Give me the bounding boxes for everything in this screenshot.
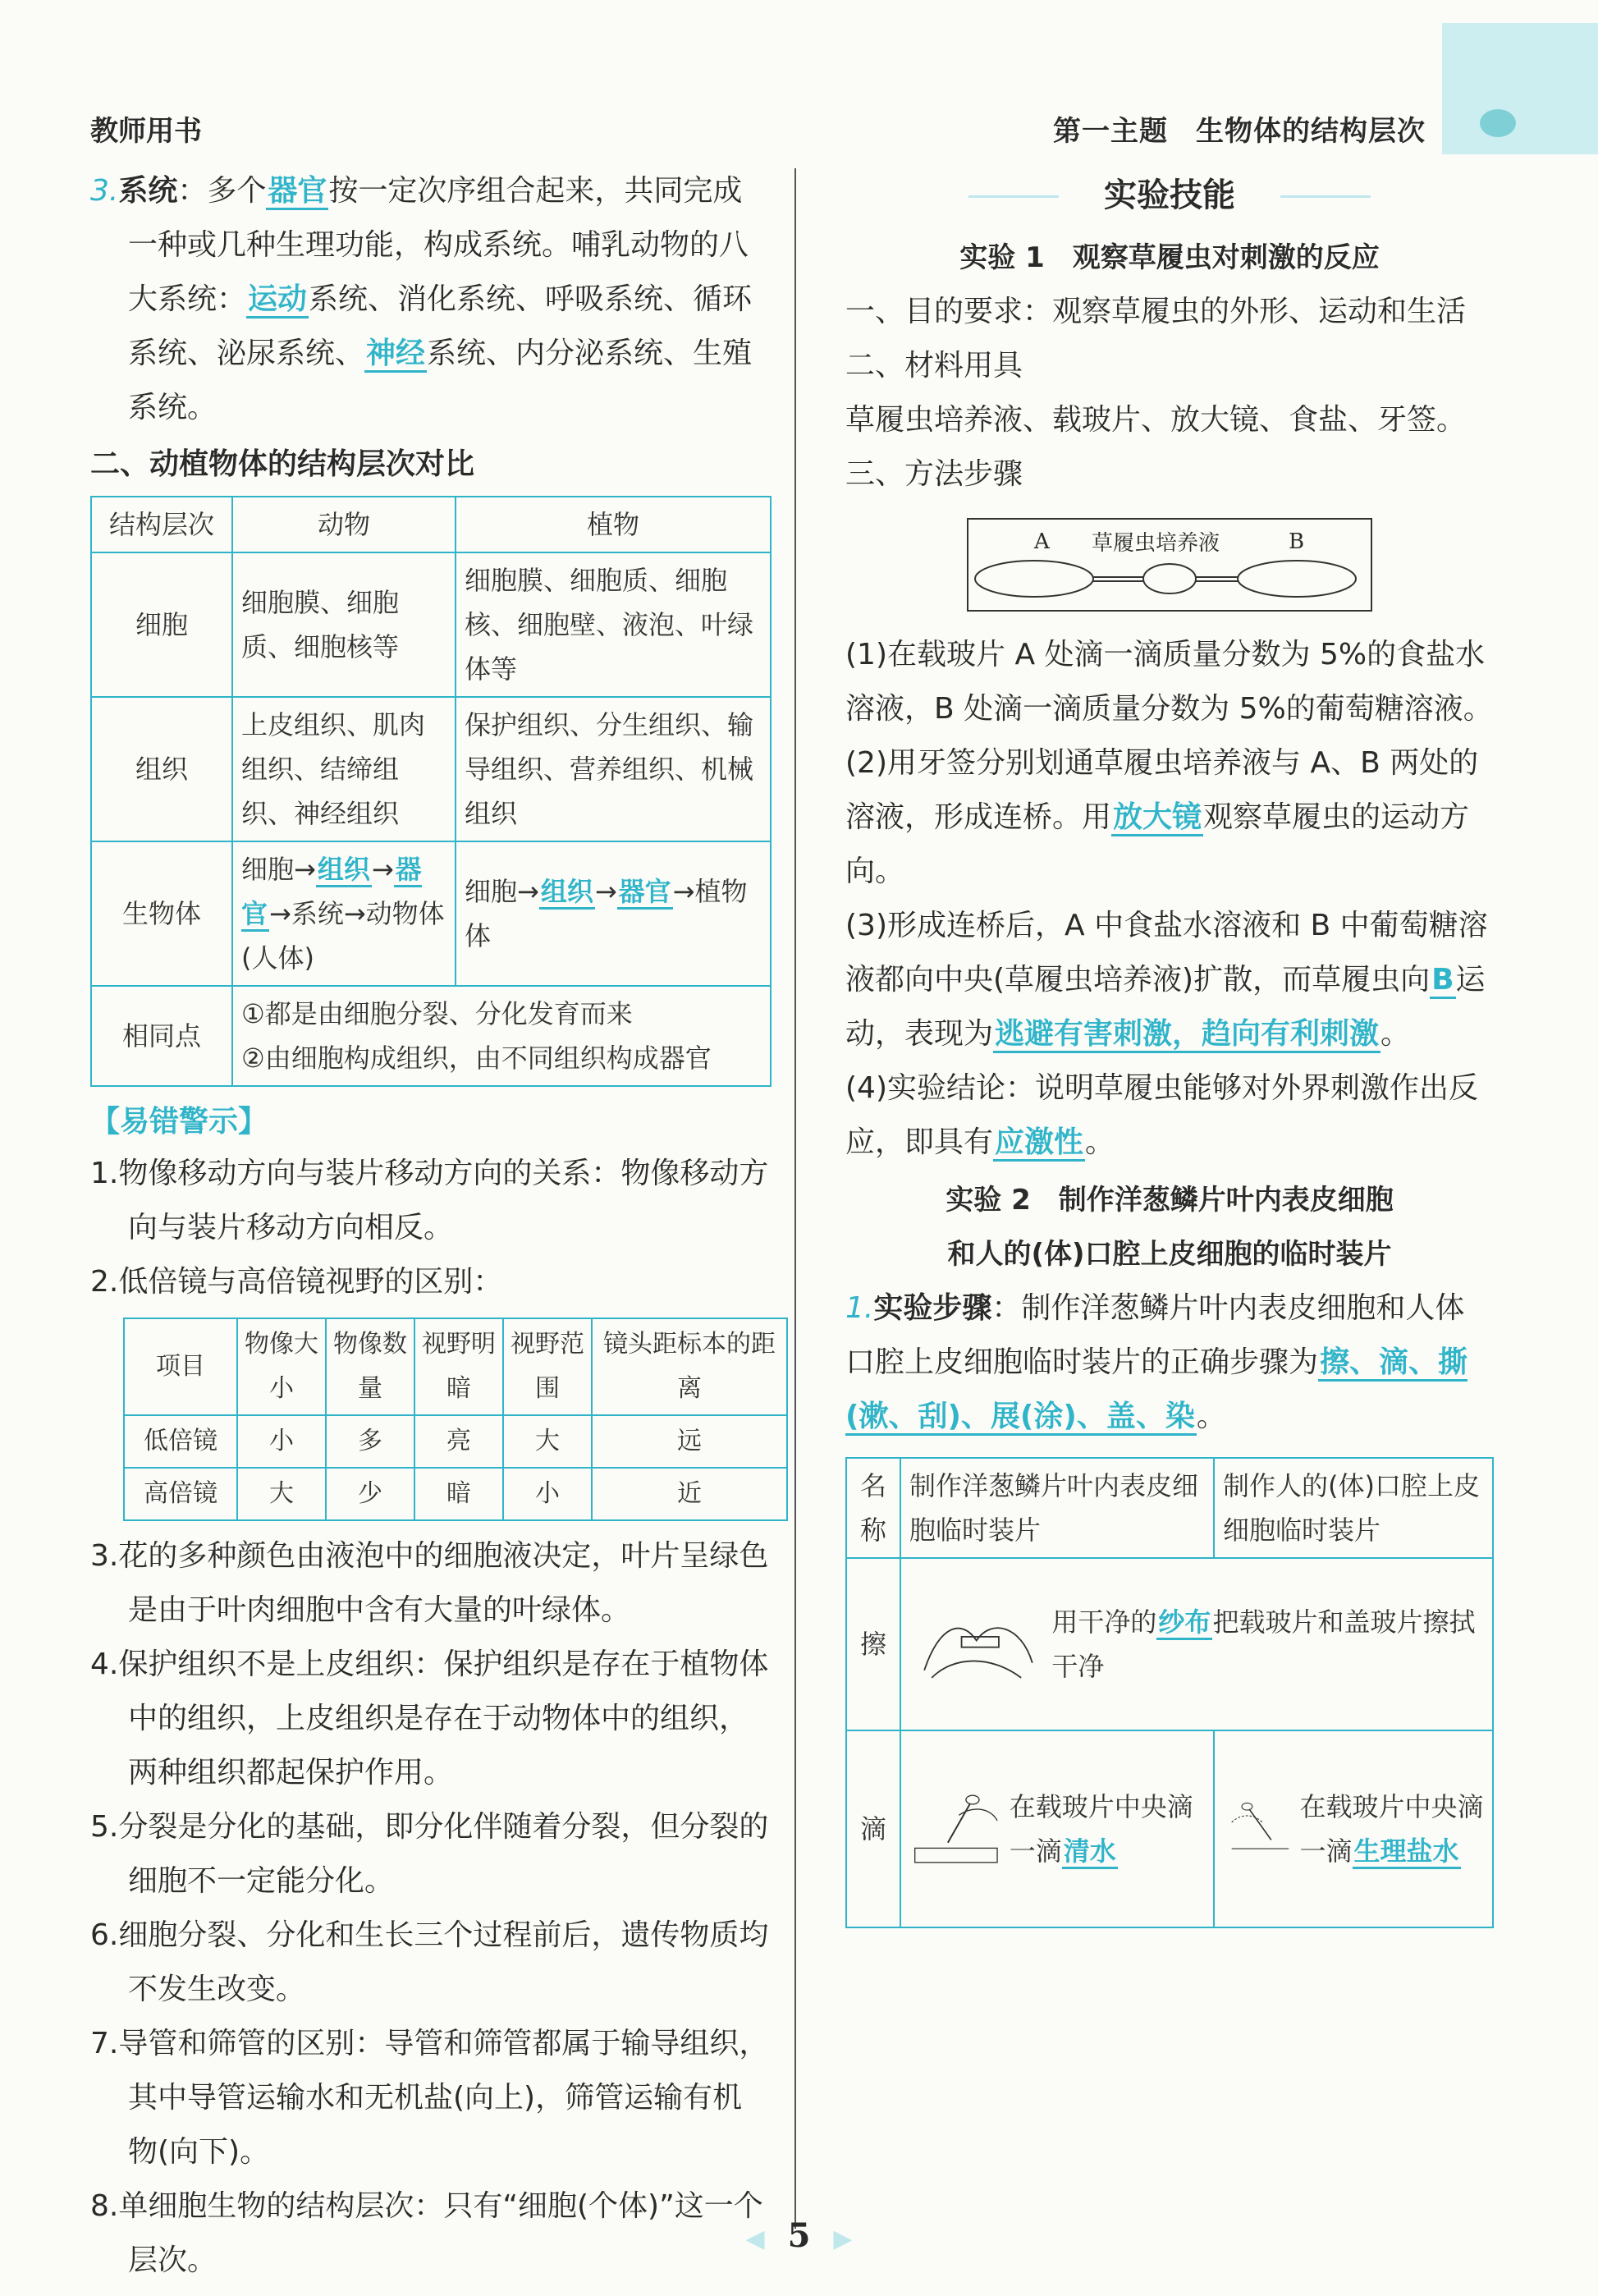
warning-2: 2.低倍镜与高倍镜视野的区别： [90, 1265, 503, 1299]
row-cell-level: 细胞 [91, 552, 232, 697]
exp2-title-2: 和人的(体)口腔上皮细胞的临时装片 [947, 1238, 1392, 1271]
th-count: 物像数量 [326, 1318, 414, 1415]
drop-b [1238, 561, 1356, 597]
row-drip-onion: 在载玻片中央滴一滴清水 [900, 1730, 1214, 1927]
label-center: 草履虫培养液 [1092, 531, 1220, 556]
dropper-icon [909, 1767, 1003, 1890]
method-title: 三、方法步骤 [845, 457, 1023, 491]
structure-compare-table [90, 496, 772, 1087]
row-tissue-level: 组织 [91, 697, 232, 841]
row-drip-label: 滴 [846, 1730, 900, 1927]
slide-steps-table [845, 1457, 1494, 1928]
row-tissue-plant: 保护组织、分生组织、输导组织、营养组织、机械组织 [456, 697, 771, 841]
left-column [90, 164, 776, 2288]
warning-5: 5.分裂是分化的基础，即分化伴随着分裂，但分裂的细胞不一定能分化。 [90, 1810, 769, 1898]
wipe-illustration [909, 1591, 1043, 1698]
exp2-steps: 1.实验步骤：制作洋葱鳞片叶内表皮细胞和人体口腔上皮细胞临时装片的正确步骤为擦、滴、撕(漱、刮)、展(涂)、盖、染。 [845, 1281, 1494, 1444]
table-row: 高倍镜 大 少 暗 小 近 [124, 1468, 787, 1520]
warning-7: 7.导管和筛管的区别：导管和筛管都属于输导组织，其中导管运输水和无机盐(向上)，筛管运输有机物(向下)。 [90, 2027, 769, 2169]
th-animal: 动物 [232, 497, 456, 552]
materials-title: 二、材料用具 [845, 349, 1023, 383]
warning-3: 3.花的多种颜色由液泡中的细胞液决定，叶片呈绿色是由于叶肉细胞中含有大量的叶绿体。 [90, 1539, 769, 1627]
label-b: B [1289, 529, 1305, 554]
th-size: 物像大小 [237, 1318, 326, 1415]
warning-6: 6.细胞分裂、分化和生长三个过程前后，遗传物质均不发生改变。 [90, 1918, 769, 2006]
th-plant: 植物 [456, 497, 771, 552]
skill-title: 实验技能 [845, 169, 1494, 216]
row-cell-plant: 细胞膜、细胞质、细胞核、细胞壁、液泡、叶绿体等 [456, 552, 771, 697]
table-row: 低倍镜 小 多 亮 大 远 [124, 1415, 787, 1468]
section-2-title: 二、动植物体的结构层次对比 [90, 447, 475, 481]
th-name: 名称 [846, 1458, 900, 1558]
drop-a [975, 561, 1093, 597]
step-1: (1)在载玻片 A 处滴一滴质量分数为 5%的食盐水溶液，B 处滴一滴质量分数为 5%的葡萄糖溶液。 [845, 638, 1493, 726]
th-brightness: 视野明暗 [414, 1318, 503, 1415]
materials: 草履虫培养液、载玻片、放大镜、食盐、牙签。 [845, 403, 1467, 437]
corner-decoration [1442, 23, 1598, 154]
item-3-system: 3.系统：多个器官按一定次序组合起来，共同完成一种或几种生理功能，构成系统。哺乳动物的八大系统：运动系统、消化系统、呼吸系统、循环系统、泌尿系统、神经系统、内分泌系统、生殖系统。 [90, 174, 753, 424]
row-wipe-label: 擦 [846, 1558, 900, 1730]
header-left: 教师用书 [90, 115, 202, 148]
th-range: 视野范围 [503, 1318, 592, 1415]
step-4: (4)实验结论：说明草履虫能够对外界刺激作出反应，即具有应激性。 [845, 1061, 1494, 1170]
page-number: ◀ 5 ▶ [745, 2216, 853, 2255]
th-onion: 制作洋葱鳞片叶内表皮细胞临时装片 [900, 1458, 1214, 1558]
row-same-content: ①都是由细胞分裂、分化发育而来 ②由细胞构成组织，由不同组织构成器官 [232, 986, 771, 1086]
row-organism-level: 生物体 [91, 841, 232, 986]
exp1-title: 实验 1 观察草履虫对刺激的反应 [959, 241, 1380, 274]
th-level: 结构层次 [91, 497, 232, 552]
drop-center [1143, 564, 1196, 593]
purpose: 一、目的要求：观察草履虫的外形、运动和生活 [845, 295, 1467, 328]
theme-icon [1480, 109, 1516, 137]
right-column [845, 164, 1494, 1928]
warning-1: 1.物像移动方向与装片移动方向的关系：物像移动方向与装片移动方向相反。 [90, 1157, 769, 1244]
next-arrow-icon: ▶ [833, 2225, 853, 2253]
step-3: (3)形成连桥后，A 中食盐水溶液和 B 中葡萄糖溶液都向中央(草履虫培养液)扩散，而草履虫向B运动，表现为逃避有害刺激，趋向有利刺激。 [845, 899, 1494, 1061]
row-same-level: 相同点 [91, 986, 232, 1086]
th-cheek: 制作人的(体)口腔上皮细胞临时装片 [1214, 1458, 1493, 1558]
row-organism-plant: 细胞→组织→器官→植物体 [456, 841, 771, 986]
saline-dropper-icon [1223, 1767, 1294, 1890]
row-organism-animal: 细胞→组织→器官→系统→动物体(人体) [232, 841, 456, 986]
prev-arrow-icon: ◀ [745, 2225, 765, 2253]
exp2-title-1: 实验 2 制作洋葱鳞片叶内表皮细胞 [946, 1184, 1394, 1217]
th-distance: 镜头距标本的距离 [592, 1318, 787, 1415]
header-right: 第一主题 生物体的结构层次 [1053, 115, 1426, 148]
warning-title: 【易错警示】 [90, 1105, 268, 1139]
label-a: A [1034, 529, 1050, 554]
paramecium-diagram [967, 518, 1372, 612]
lens-compare-table [123, 1318, 788, 1521]
column-divider [794, 168, 796, 2229]
warning-8: 8.单细胞生物的结构层次：只有“细胞(个体)”这一个层次。 [90, 2189, 763, 2277]
warning-4: 4.保护组织不是上皮组织：保护组织是存在于植物体中的组织，上皮组织是存在于动物体中的组织，两种组织都起保护作用。 [90, 1648, 769, 1790]
row-drip-cheek: 在载玻片中央滴一滴生理盐水 [1214, 1730, 1493, 1927]
row-wipe-content: 用干净的纱布把载玻片和盖玻片擦拭干净 [900, 1558, 1493, 1730]
row-tissue-animal: 上皮组织、肌肉组织、结缔组织、神经组织 [232, 697, 456, 841]
step-2: (2)用牙签分别划通草履虫培养液与 A、B 两处的溶液，形成连桥。用放大镜观察草履虫的运动方向。 [845, 746, 1479, 888]
th-item: 项目 [124, 1318, 237, 1415]
row-cell-animal: 细胞膜、细胞质、细胞核等 [232, 552, 456, 697]
